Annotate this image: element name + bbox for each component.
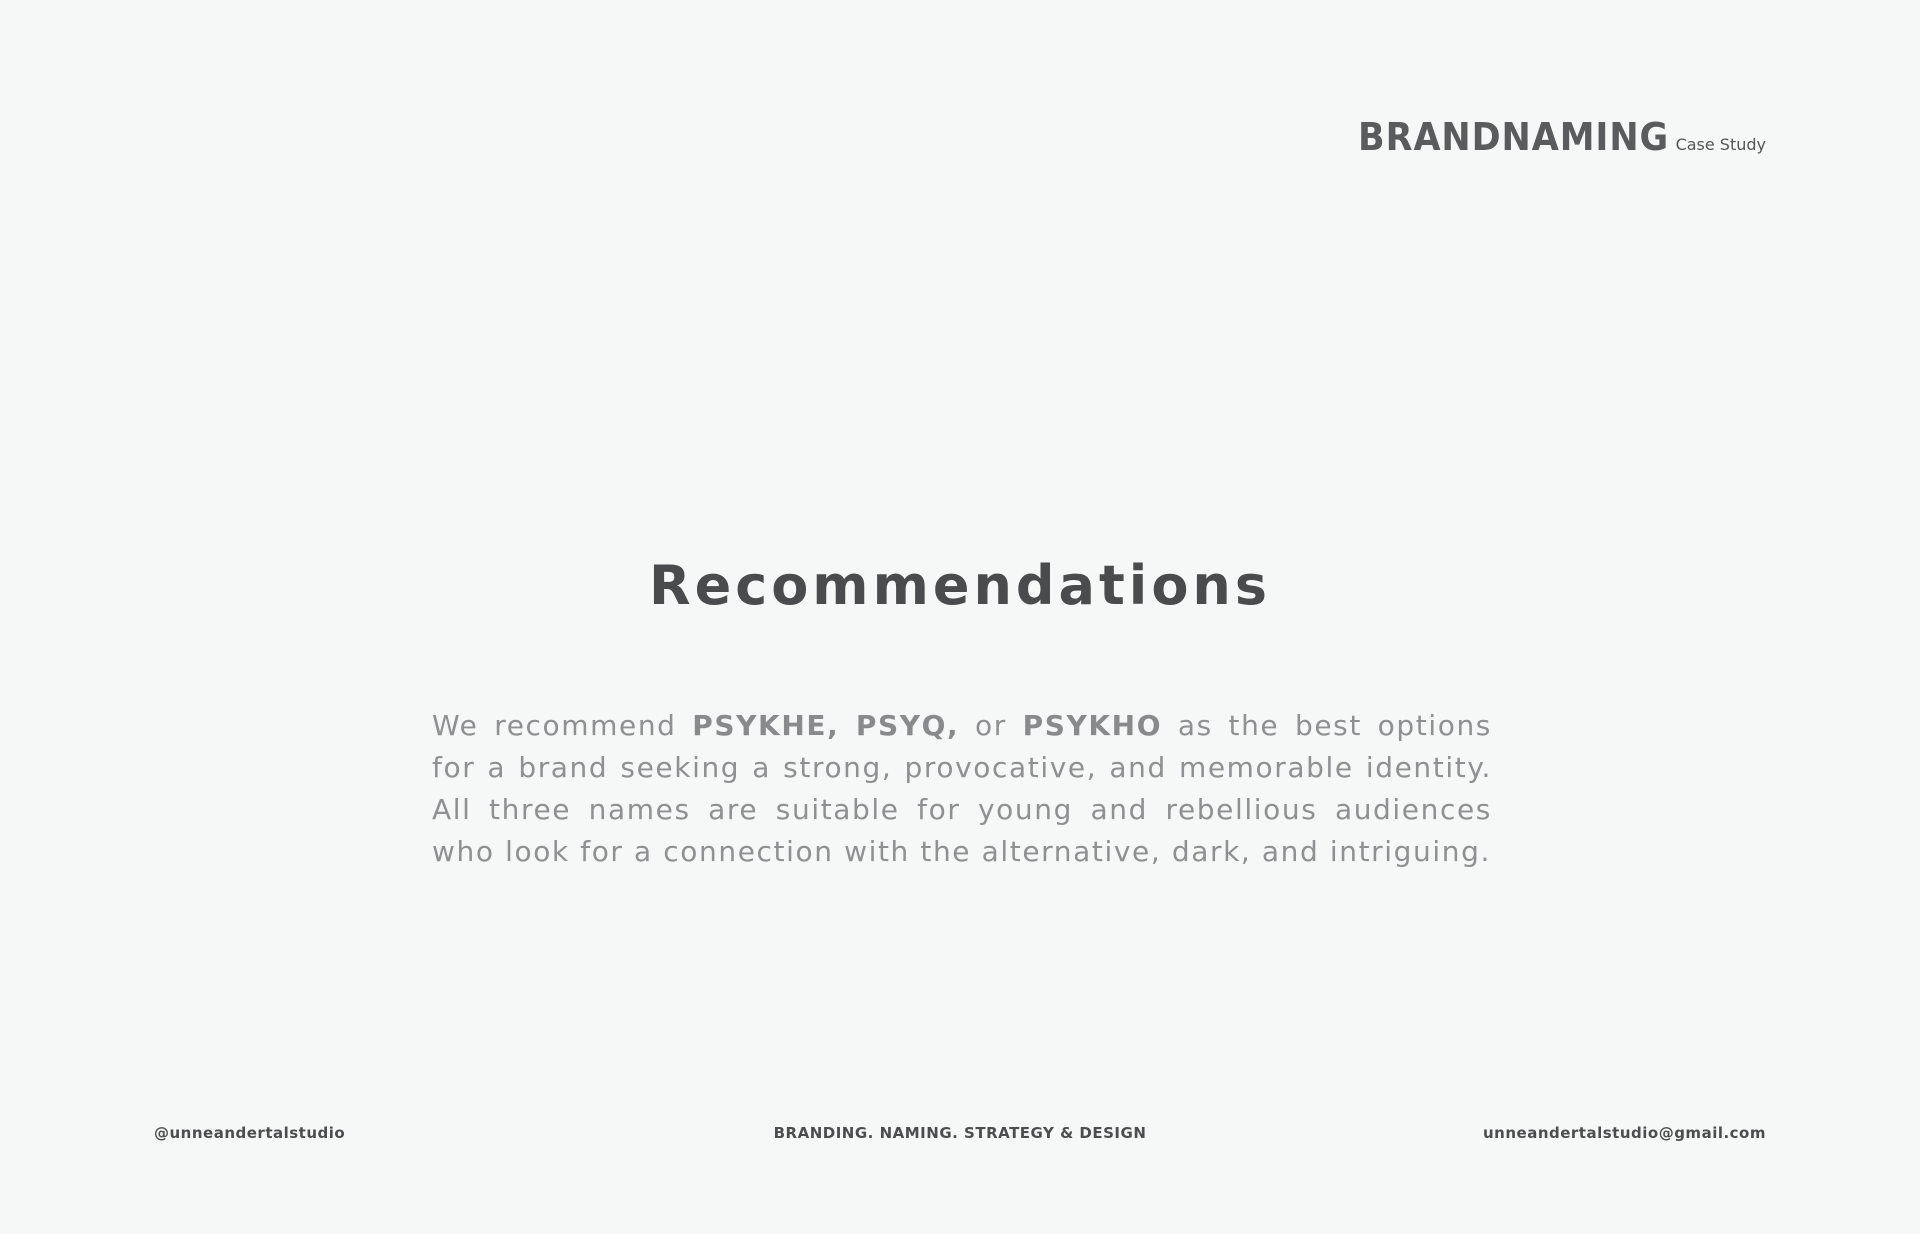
paragraph-intro: We recommend xyxy=(432,709,693,742)
paragraph-connector: or xyxy=(959,709,1023,742)
brand-logo xyxy=(1331,115,1766,159)
logo-subtitle: Case Study xyxy=(1675,135,1766,154)
contact-email: unneandertalstudio@gmail.com xyxy=(1482,1124,1766,1142)
paragraph-rest: as the best options for a brand seeking a strong, provocative, and memorable identity. All three names are suitable for young and rebellious audiences who look for a connection with the alternative, dark, and intriguing. xyxy=(432,709,1492,868)
recommendation-paragraph xyxy=(432,705,1492,873)
recommended-names-1: PSYKHE, PSYQ, xyxy=(692,709,960,742)
social-handle: @unneandertalstudio xyxy=(154,1124,346,1142)
recommended-name-2: PSYKHO xyxy=(1022,709,1163,742)
page-title: Recommendations xyxy=(648,554,1272,617)
services-tagline: BRANDING. NAMING. STRATEGY & DESIGN xyxy=(773,1124,1147,1142)
logo-wordmark: BRANDNAMING xyxy=(1358,115,1670,159)
